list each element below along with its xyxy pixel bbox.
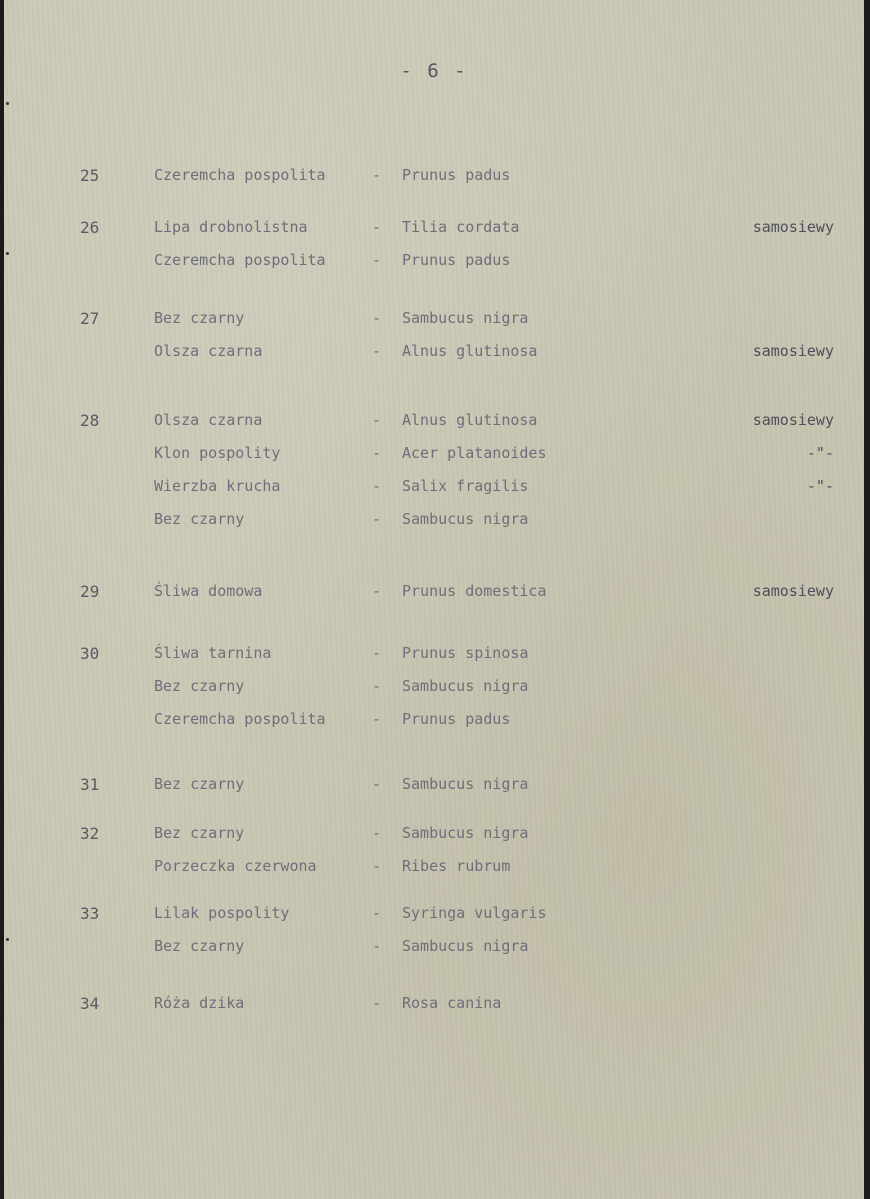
latin-name: Salix fragilis <box>402 477 529 495</box>
species-row <box>154 824 834 846</box>
polish-name: Bez czarny <box>154 824 245 842</box>
species-row <box>154 994 834 1016</box>
polish-name: Porzeczka czerwona <box>154 857 317 875</box>
species-row <box>154 677 834 699</box>
species-row <box>154 510 834 532</box>
latin-name: Sambucus nigra <box>402 510 529 528</box>
polish-name: Bez czarny <box>154 309 245 327</box>
note-text: -"- <box>806 477 834 495</box>
species-row <box>154 710 834 732</box>
latin-name: Rosa canina <box>402 994 502 1012</box>
species-row <box>154 904 834 926</box>
separator-dash: - <box>372 444 382 462</box>
separator-dash: - <box>372 775 382 793</box>
polish-name: Śliwa tarnina <box>154 644 272 662</box>
plot-number: 32 <box>80 824 100 843</box>
separator-dash: - <box>372 644 382 662</box>
separator-dash: - <box>372 824 382 842</box>
latin-name: Prunus padus <box>402 251 511 269</box>
note-text: samosiewy <box>752 342 834 360</box>
polish-name: Lilak pospolity <box>154 904 290 922</box>
plot-number: 25 <box>80 166 100 185</box>
species-row <box>154 411 834 433</box>
species-row <box>154 857 834 879</box>
species-row <box>154 251 834 273</box>
separator-dash: - <box>372 904 382 922</box>
latin-name: Tilia cordata <box>402 218 520 236</box>
polish-name: Klon pospolity <box>154 444 281 462</box>
polish-name: Czeremcha pospolita <box>154 251 326 269</box>
separator-dash: - <box>372 251 382 269</box>
edge-speck <box>6 252 9 255</box>
separator-dash: - <box>372 677 382 695</box>
separator-dash: - <box>372 218 382 236</box>
latin-name: Prunus domestica <box>402 582 547 600</box>
separator-dash: - <box>372 510 382 528</box>
latin-name: Sambucus nigra <box>402 775 529 793</box>
species-row <box>154 582 834 604</box>
polish-name: Bez czarny <box>154 510 245 528</box>
polish-name: Czeremcha pospolita <box>154 710 326 728</box>
polish-name: Bez czarny <box>154 677 245 695</box>
note-text: samosiewy <box>752 411 834 429</box>
latin-name: Prunus spinosa <box>402 644 529 662</box>
note-text: -"- <box>806 444 834 462</box>
species-row <box>154 937 834 959</box>
latin-name: Alnus glutinosa <box>402 411 538 429</box>
latin-name: Prunus padus <box>402 166 511 184</box>
note-text: samosiewy <box>752 218 834 236</box>
species-row <box>154 218 834 240</box>
latin-name: Sambucus nigra <box>402 937 529 955</box>
plot-number: 28 <box>80 411 100 430</box>
latin-name: Ribes rubrum <box>402 857 511 875</box>
separator-dash: - <box>372 857 382 875</box>
species-row <box>154 644 834 666</box>
polish-name: Bez czarny <box>154 937 245 955</box>
latin-name: Acer platanoides <box>402 444 547 462</box>
plot-number: 33 <box>80 904 100 923</box>
polish-name: Śliwa domowa <box>154 582 263 600</box>
polish-name: Wierzba krucha <box>154 477 281 495</box>
separator-dash: - <box>372 166 382 184</box>
plot-number: 31 <box>80 775 100 794</box>
latin-name: Prunus padus <box>402 710 511 728</box>
separator-dash: - <box>372 582 382 600</box>
polish-name: Czeremcha pospolita <box>154 166 326 184</box>
separator-dash: - <box>372 710 382 728</box>
document-page <box>4 0 864 1199</box>
plot-list <box>4 0 864 1199</box>
separator-dash: - <box>372 411 382 429</box>
edge-speck <box>6 938 9 941</box>
plot-number: 29 <box>80 582 100 601</box>
polish-name: Róża dzika <box>154 994 245 1012</box>
separator-dash: - <box>372 994 382 1012</box>
plot-number: 27 <box>80 309 100 328</box>
plot-number: 30 <box>80 644 100 663</box>
latin-name: Sambucus nigra <box>402 309 529 327</box>
polish-name: Bez czarny <box>154 775 245 793</box>
separator-dash: - <box>372 477 382 495</box>
latin-name: Sambucus nigra <box>402 677 529 695</box>
species-row <box>154 342 834 364</box>
polish-name: Lipa drobnolistna <box>154 218 308 236</box>
separator-dash: - <box>372 309 382 327</box>
polish-name: Olsza czarna <box>154 411 263 429</box>
latin-name: Sambucus nigra <box>402 824 529 842</box>
note-text: samosiewy <box>752 582 834 600</box>
species-row <box>154 166 834 188</box>
separator-dash: - <box>372 937 382 955</box>
page-number: - 6 - <box>400 60 468 82</box>
species-row <box>154 444 834 466</box>
polish-name: Olsza czarna <box>154 342 263 360</box>
plot-number: 34 <box>80 994 100 1013</box>
species-row <box>154 775 834 797</box>
latin-name: Alnus glutinosa <box>402 342 538 360</box>
separator-dash: - <box>372 342 382 360</box>
latin-name: Syringa vulgaris <box>402 904 547 922</box>
species-row <box>154 309 834 331</box>
edge-speck <box>6 102 9 105</box>
plot-number: 26 <box>80 218 100 237</box>
species-row <box>154 477 834 499</box>
